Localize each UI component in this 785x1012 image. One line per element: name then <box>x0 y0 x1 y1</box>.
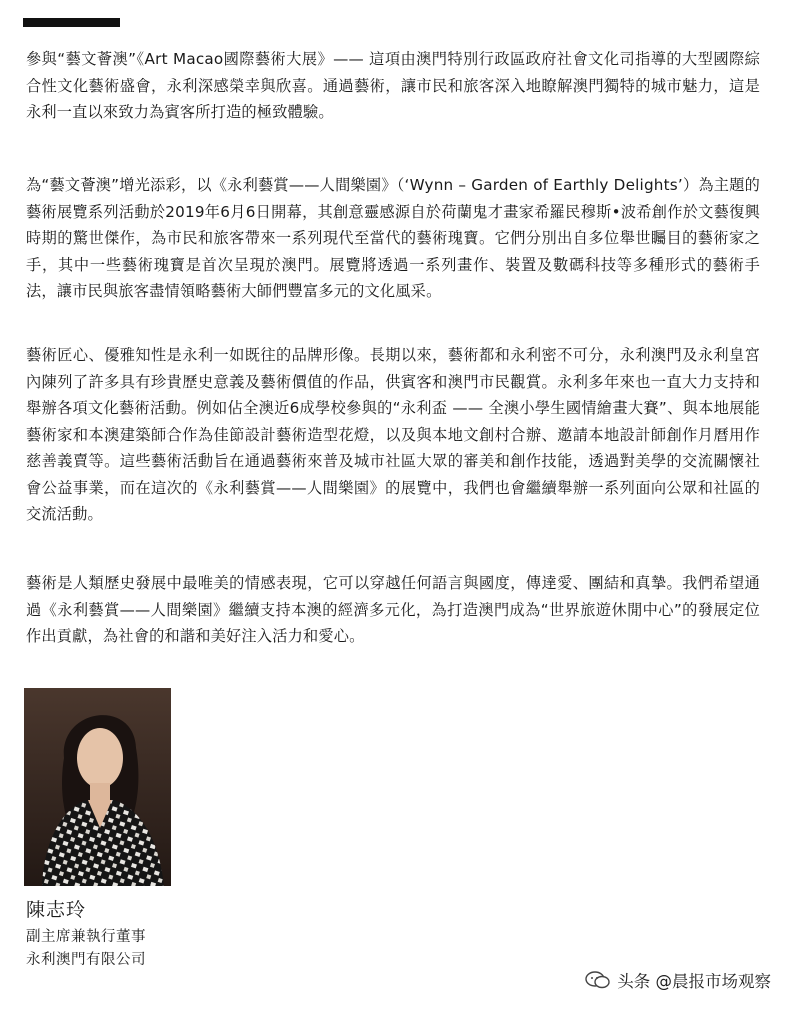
portrait-photo <box>24 688 171 886</box>
paragraph-closing: 藝術是人類歷史發展中最唯美的情感表現，它可以穿越任何語言與國度，傳達愛、團結和真摯。我們希望通過《永利藝賞——人間樂園》繼續支持本澳的經濟多元化，為打造澳門成為“世界旅遊休閒中心”的發展定位作出貢獻，為社會的和諧和美好注入活力和愛心。 <box>26 574 760 645</box>
paragraph-brand-art: 藝術匠心、優雅知性是永利一如既往的品牌形像。長期以來，藝術都和永利密不可分，永利澳門及永利皇宮內陳列了許多具有珍貴歷史意義及藝術價值的作品，供賓客和澳門市民觀賞。永利多年來也一直大力支持和舉辦各項文化藝術活動。例如佔全澳近6成學校參與的“永利盃 —— 全澳小學生國情繪畫大賽”、與本地展能藝術家和本澳建築師合作為佳節設計藝術造型花燈，以及與本地文創村合辦、邀請本地設計師創作月曆用作慈善義賣等。這些藝術活動旨在通過藝術來普及城市社區大眾的審美和創作技能，透過對美學的交流關懷社會公益事業，而在這次的《永利藝賞——人間樂園》的展覽中，我們也會繼續舉辦一系列面向公眾和社區的交流活動。 <box>26 346 760 523</box>
wechat-icon <box>585 970 611 990</box>
watermark-text: 头条 @晨报市场观察 <box>617 972 771 991</box>
header-accent-bar <box>23 18 120 27</box>
signature-title: 副主席兼執行董事 <box>26 929 146 945</box>
paragraph-exhibition: 為“藝文薈澳”增光添彩，以《永利藝賞——人間樂園》（‘Wynn – Garden of Earthly Delights’）為主題的藝術展覽系列活動於2019年6月6日開幕，其創意靈感源自於荷蘭鬼才畫家希羅民穆斯•波希創作於文藝復興時期的驚世傑作，為市民和旅客帶來一系列現代至當代的藝術瑰寶。它們分別出自多位舉世矚目的藝術家之手，其中一些藝術瑰寶是首次呈現於澳門。展覽將透過一系列畫作、裝置及數碼科技等多種形式的藝術手法，讓市民與旅客盡情領略藝術大師們豐富多元的文化風采。 <box>26 176 760 300</box>
paragraph-intro: 參與“藝文薈澳”《Art Macao國際藝術大展》—— 這項由澳門特別行政區政府社會文化司指導的大型國際綜合性文化藝術盛會，永利深感榮幸與欣喜。通過藝術，讓市民和旅客深入地瞭解澳門獨特的城市魅力，這是永利一直以來致力為賓客所打造的極致體驗。 <box>26 50 760 121</box>
signature-name: 陳志玲 <box>26 899 87 921</box>
signature-company: 永利澳門有限公司 <box>26 952 146 968</box>
source-watermark <box>585 968 771 992</box>
